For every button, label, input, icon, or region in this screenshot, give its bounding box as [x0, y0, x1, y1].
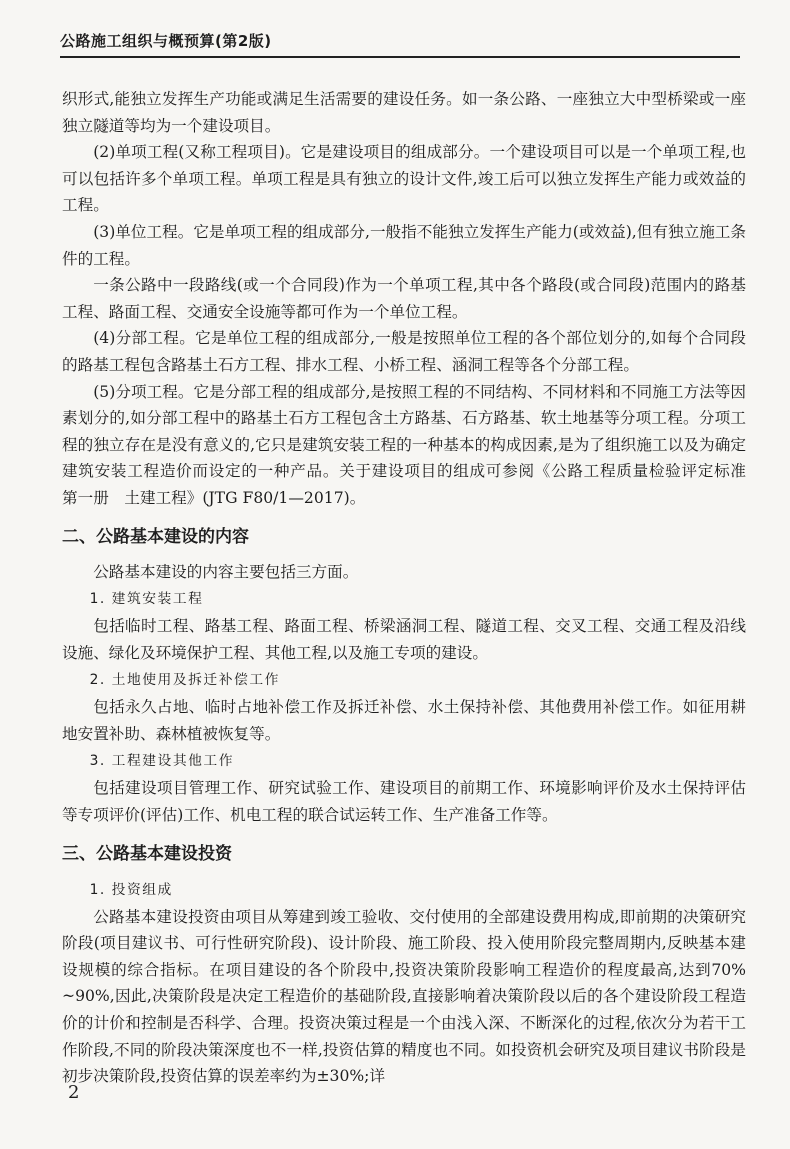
paragraph-continued: 织形式,能独立发挥生产功能或满足生活需要的建设任务。如一条公路、一座独立大中型桥梁或一座独立隧道等均为一个建设项目。 [62, 90, 746, 135]
section-heading-content: 二、公路基本建设的内容 [62, 526, 249, 547]
page-number: 2 [68, 1082, 80, 1103]
subheading-other-work: 3. 工程建设其他工作 [89, 753, 235, 770]
paragraph-subdivision-project: (5)分项工程。它是分部工程的组成部分,是按照工程的不同结构、不同材料和不同施工方法等因素划分的,如分部工程中的路基土石方工程包含土方路基、石方路基、软土地基等分项工程。分项工程的独立存在是没有意义的,它只是建筑安装工程的一种基本的构成因素,是为了组织施工以及为确定建筑安装工程造价而设定的一种产品。关于建设项目的组成可参阅《公路工程质量检验评定标准 第一册 土建工程》(JTG F80/1—2017)。 [62, 382, 762, 507]
paragraph-investment: 公路基本建设投资由项目从筹建到竣工验收、交付使用的全部建设费用构成,即前期的决策研究阶段(项目建议书、可行性研究阶段)、设计阶段、施工阶段、投入使用阶段完整周期内,反映基本建设规模的综合指标。在项目建设的各个阶段中,投资决策阶段影响工程造价的程度最高,达到70% ~90%,因此,决策阶段是决定工程造价的基础阶段,直接影响着决策阶段以后的各个建设阶段工程造价的计价和控制是否科学、合理。投资决策过程是一个由浅入深、不断深化的过程,依次分为若干工作阶段,不同的阶段决策深度也不一样,投资估算的精度也不同。如投资机会研究及项目建议书阶段是初步决策阶段,投资估算的误差率约为±30%;详 [62, 907, 746, 1086]
paragraph-land-use: 包括永久占地、临时占地补偿工作及拆迁补偿、水土保持补偿、其他费用补偿工作。如征用耕地安置补助、森林植被恢复等。 [62, 698, 746, 743]
page-body [62, 86, 762, 1090]
subheading-land-use: 2. 土地使用及拆迁补偿工作 [89, 672, 280, 689]
subheading-investment-composition: 1. 投资组成 [89, 881, 173, 898]
paragraph-single-project: (2)单项工程(又称工程项目)。它是建设项目的组成部分。一个建设项目可以是一个单项工程,也可以包括许多个单项工程。单项工程是具有独立的设计文件,竣工后可以独立发挥生产能力或效益的工程。 [62, 143, 746, 215]
header-rule [60, 56, 740, 58]
paragraph-division-project: (4)分部工程。它是单位工程的组成部分,一般是按照单位工程的各个部位划分的,如每个合同段的路基工程包含路基土石方工程、排水工程、小桥工程、涵洞工程等各个分部工程。 [62, 329, 746, 374]
paragraph-unit-project: (3)单位工程。它是单项工程的组成部分,一般指不能独立发挥生产能力(或效益),但有独立施工条件的工程。 [62, 222, 746, 268]
section-heading-investment: 三、公路基本建设投资 [62, 843, 232, 864]
paragraph-construction: 包括临时工程、路基工程、路面工程、桥梁涵洞工程、隧道工程、交叉工程、交通工程及沿线设施、绿化及环境保护工程、其他工程,以及施工专项的建设。 [62, 617, 746, 662]
paragraph-other-work: 包括建设项目管理工作、研究试验工作、建设项目的前期工作、环境影响评价及水土保持评估等专项评价(评估)工作、机电工程的联合试运转工作、生产准备工作等。 [62, 779, 746, 825]
running-header: 公路施工组织与概预算(第2版) [60, 32, 272, 50]
paragraph-content-intro: 公路基本建设的内容主要包括三方面。 [93, 562, 359, 581]
subheading-construction: 1. 建筑安装工程 [89, 591, 204, 608]
paragraph-road-example: 一条公路中一段路线(或一个合同段)作为一个单项工程,其中各个路段(或合同段)范围内的路基工程、路面工程、交通安全设施等都可作为一个单位工程。 [62, 276, 746, 321]
